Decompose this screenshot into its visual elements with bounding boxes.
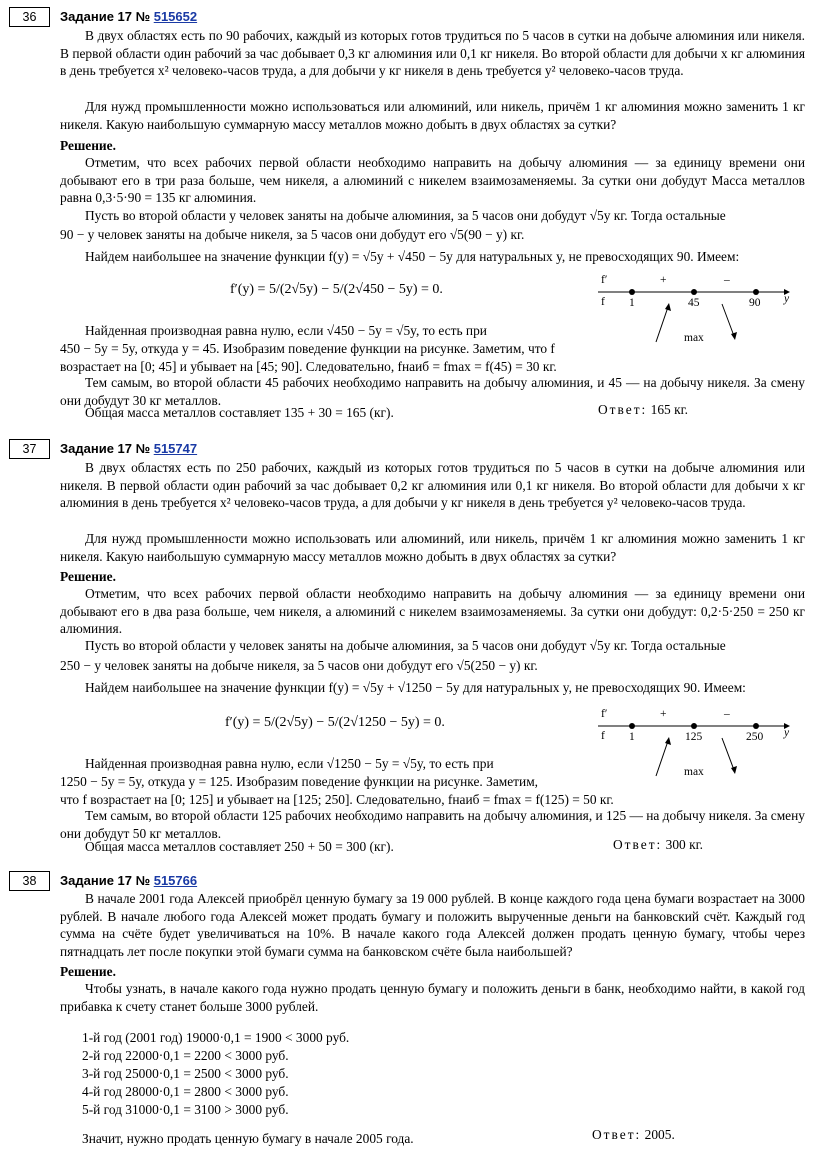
- tick-1: 1: [629, 731, 635, 743]
- plus-sign: +: [660, 708, 667, 720]
- year-row: 2-й год 22000·0,1 = 2200 < 3000 руб.: [82, 1048, 289, 1063]
- task-37-solution-3: Найдем наибольшее на значение функции f(y) = √5y + √1250 − 5y для натуральных y, не превосходящих 90. Имеем:: [85, 680, 746, 695]
- task-number-36: 36: [9, 7, 50, 27]
- f-label: f: [601, 730, 605, 742]
- task-link-515766[interactable]: 515766: [153, 873, 198, 888]
- down-arrow-head: [731, 766, 737, 774]
- task-link-515652[interactable]: 515652: [153, 9, 198, 24]
- task-36-solution-2b: 90 − y человек заняты на добыче никеля, за 5 часов они добудут его √5(90 − y) кг.: [60, 227, 525, 242]
- tick-125: 125: [685, 731, 703, 743]
- task-37-condition-1: В двух областях есть по 250 рабочих, каждый из которых готов трудиться по 5 часов в сутки на добыче алюминия или никеля. В первой области один рабочий за час добывает 0,2 кг алюминия или 0,1 кг никеля. Во второй области для добычи x кг алюминия в день требуется x² человеко-часов труда, а для добычи y кг никеля в день требуется y² человеко-часов труда.: [60, 460, 805, 510]
- down-arrow: [722, 304, 734, 336]
- task-36-solution-2a: Пусть во второй области y человек заняты на добыче алюминия, за 5 часов они добудут √5y кг. Тогда остальные: [85, 208, 726, 223]
- task-37-solution-4c: что f возрастает на [0; 125] и убывает на [125; 250]. Следовательно, fнаиб = fmax = f(125) = 50 кг.: [60, 792, 614, 807]
- up-arrow: [656, 741, 668, 776]
- tick-90: 90: [749, 297, 761, 309]
- task-38-solution-1: Чтобы узнать, в начале какого года нужно продать ценную бумагу и положить деньги в банк, необходимо найти, в какой год прибавка к счету станет больше 3000 рублей.: [60, 981, 805, 1014]
- up-arrow-head: [665, 737, 671, 745]
- task-36-solution-4c: возрастает на [0; 45] и убывает на [45; 90]. Следовательно, fнаиб = fmax = f(45) = 30 кг.: [60, 359, 557, 374]
- task-36-solution-5: Тем самым, во второй области 45 рабочих необходимо направить на добычу алюминия, и 45 — на добычу никеля. За смену они добудут 30 кг металлов.: [60, 375, 805, 408]
- fprime-label: f′: [601, 708, 608, 720]
- derivative-formula: f′(y) = 5/(2√5y) − 5/(2√450 − 5y) = 0.: [230, 282, 443, 297]
- task-37-solution-2a: Пусть во второй области y человек заняты на добыче алюминия, за 5 часов они добудут √5y кг. Тогда остальные: [85, 638, 726, 653]
- task-title: Задание 17 №: [60, 873, 154, 888]
- axis-label: y: [784, 293, 790, 305]
- point-250: [753, 723, 759, 729]
- task-heading-36: [60, 8, 197, 26]
- answer: [598, 401, 688, 419]
- task-title: Задание 17 №: [60, 441, 154, 456]
- task-link-515747[interactable]: 515747: [153, 441, 198, 456]
- year-row: 1-й год (2001 год) 19000·0,1 = 1900 < 3000 руб.: [82, 1030, 350, 1045]
- task-36-condition-2: Для нужд промышленности можно использоваться или алюминий, или никель, причём 1 кг алюминия можно заменить 1 кг никеля. Какую наибольшую суммарную массу металлов можно добыть в двух областях за сутки?: [60, 99, 805, 132]
- axis-label: y: [784, 727, 790, 739]
- solution-heading: Решение.: [60, 964, 116, 979]
- answer-label: Ответ:: [598, 402, 648, 417]
- answer-value: 165 кг.: [650, 402, 688, 417]
- task-37-solution-1: Отметим, что всех рабочих первой области необходимо направить на добычу алюминия — за единицу времени они добывают его в два раза больше, чем никеля, а алюминий с никелем взаимозаменяемы. За сутки они добудут: 0,2·5·250 = 250 кг алюминия.: [60, 586, 805, 636]
- tick-45: 45: [688, 297, 700, 309]
- fprime-label: f′: [601, 274, 608, 286]
- task-36-solution-1: Отметим, что всех рабочих первой области необходимо направить на добычу алюминия — за единицу времени они добывают его в три раза больше, чем никеля, а алюминий с никелем взаимозаменяемы. За сутки они добудут Масса металлов равна 0,3·5·90 = 135 кг алюминия.: [60, 155, 805, 205]
- task-37-solution-6: Общая масса металлов составляет 250 + 50 = 300 (кг).: [85, 839, 394, 854]
- max-label: max: [684, 766, 704, 778]
- tick-250: 250: [746, 731, 764, 743]
- plus-sign: +: [660, 274, 667, 286]
- answer-value: 2005.: [644, 1127, 675, 1142]
- task-36-solution-4a: Найденная производная равна нулю, если √450 − 5y = √5y, то есть при: [85, 323, 487, 338]
- task-37-solution-4b: 1250 − 5y = 5y, откуда y = 125. Изобразим поведение функции на рисунке. Заметим,: [60, 774, 539, 789]
- answer: [592, 1126, 675, 1144]
- point-1: [629, 723, 635, 729]
- task-number-38: 38: [9, 871, 50, 891]
- task-37-solution-2b: 250 − y человек заняты на добыче никеля, за 5 часов они добудут его √5(250 − y) кг.: [60, 658, 538, 673]
- point-90: [753, 289, 759, 295]
- task-38-conclusion: Значит, нужно продать ценную бумагу в начале 2005 года.: [82, 1131, 414, 1146]
- task-heading-38: [60, 872, 197, 890]
- solution-heading: Решение.: [60, 138, 116, 153]
- point-1: [629, 289, 635, 295]
- max-label: max: [684, 332, 704, 344]
- year-row: 3-й год 25000·0,1 = 2500 < 3000 руб.: [82, 1066, 289, 1081]
- minus-sign: –: [724, 274, 730, 286]
- task-37-condition-2: Для нужд промышленности можно использовать или алюминий, или никель, причём 1 кг алюминия можно заменить 1 кг никеля. Какую наибольшую суммарную массу металлов можно добыть в двух областях за сутки?: [60, 531, 805, 564]
- task-37-solution-4a: Найденная производная равна нулю, если √1250 − 5y = √5y, то есть при: [85, 756, 494, 771]
- task-heading-37: [60, 440, 197, 458]
- up-arrow-head: [665, 303, 671, 311]
- task-36-solution-6: Общая масса металлов составляет 135 + 30 = 165 (кг).: [85, 405, 394, 420]
- down-arrow: [722, 738, 734, 770]
- sign-diagram-37: [596, 704, 796, 784]
- year-row: 4-й год 28000·0,1 = 2800 < 3000 руб.: [82, 1084, 289, 1099]
- down-arrow-head: [731, 332, 737, 340]
- task-36-condition-1: В двух областях есть по 90 рабочих, каждый из которых готов трудиться по 5 часов в сутки на добыче алюминия или никеля. В первой области один рабочий за час добывает 0,3 кг алюминия или 0,1 кг никеля. Во второй области для добычи x кг алюминия в день требуется x² человеко-часов труда, а для добычи y кг никеля в день требуется y² человеко-часов труда.: [60, 28, 805, 78]
- task-37-solution-5: Тем самым, во второй области 125 рабочих необходимо направить на добычу алюминия, и 125 — на добычу никеля. За смену они добудут 50 кг металлов.: [60, 808, 805, 841]
- solution-heading: Решение.: [60, 569, 116, 584]
- answer-label: Ответ:: [613, 837, 663, 852]
- task-36-solution-3: Найдем наибольшее на значение функции f(y) = √5y + √450 − 5y для натуральных y, не превосходящих 90. Имеем:: [85, 249, 740, 264]
- answer-label: Ответ:: [592, 1127, 642, 1142]
- up-arrow: [656, 307, 668, 342]
- sign-diagram-36: [596, 270, 796, 350]
- f-label: f: [601, 296, 605, 308]
- answer: [613, 836, 703, 854]
- derivative-formula: f′(y) = 5/(2√5y) − 5/(2√1250 − 5y) = 0.: [225, 715, 445, 730]
- task-title: Задание 17 №: [60, 9, 154, 24]
- tick-1: 1: [629, 297, 635, 309]
- year-row: 5-й год 31000·0,1 = 3100 > 3000 руб.: [82, 1102, 289, 1117]
- task-38-condition: В начале 2001 года Алексей приобрёл ценную бумагу за 19 000 рублей. В конце каждого года цена бумаги возрастает на 3000 рублей. В начале любого года Алексей может продать бумагу и положить вырученные деньги на банковский счёт. Каждый год сумма на счёте будет увеличиваться на 10%. В начале какого года Алексей должен продать ценную бумагу, чтобы через пятнадцать лет после покупки этой бумаги сумма на банковском счёте была наибольшей?: [60, 891, 805, 959]
- point-125: [691, 723, 697, 729]
- minus-sign: –: [724, 708, 730, 720]
- task-number-37: 37: [9, 439, 50, 459]
- point-45: [691, 289, 697, 295]
- task-36-solution-4b: 450 − 5y = 5y, откуда y = 45. Изобразим поведение функции на рисунке. Заметим, что f: [60, 341, 555, 356]
- answer-value: 300 кг.: [665, 837, 703, 852]
